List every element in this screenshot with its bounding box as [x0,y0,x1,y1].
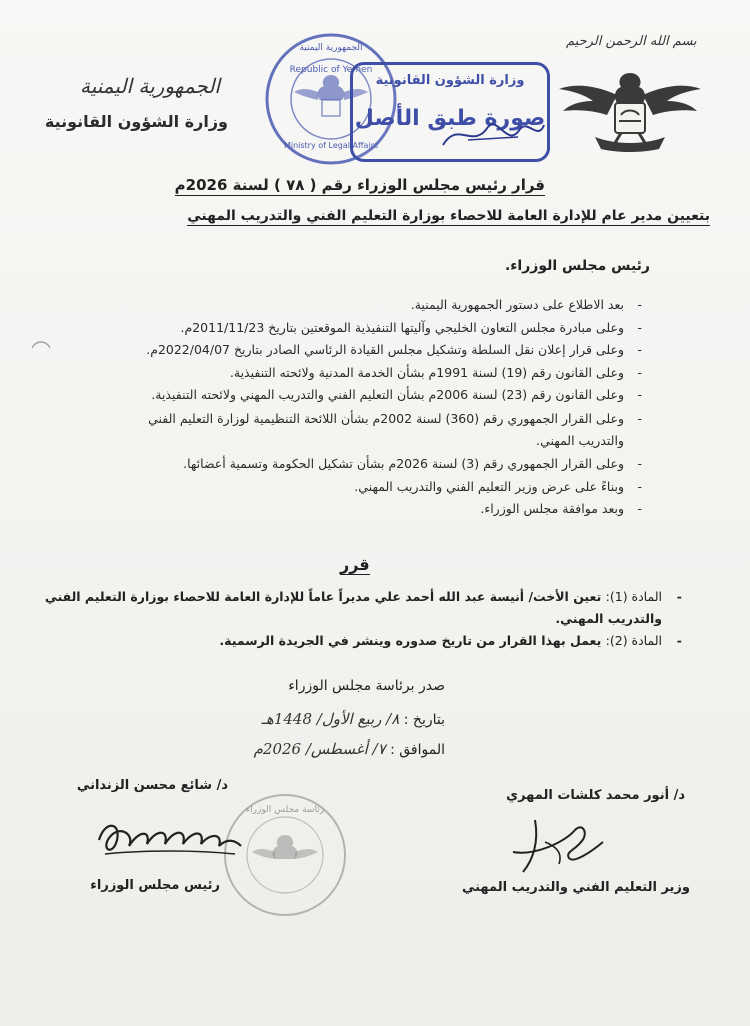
gregorian-date-line [254,740,445,758]
preamble-item: - وعلى القرار الجمهوري رقم (360) لسنة 2002م بشأن اللائحة التنظيمية لوزارة التعليم الفني والتدريب المهني. [102,408,642,452]
margin-mark [30,338,52,350]
article-label: المادة (2): [605,633,662,648]
article-item [42,630,682,652]
issued-by-line: صدر برئاسة مجلس الوزراء [288,678,445,694]
article-text: تعين الأخت/ أنيسة عبد الله أحمد علي مديراً عاماً للإدارة العامة للاحصاء بوزارة التعليم الفني والتدريب المهني. [44,589,662,626]
preamble-item: - وعلى القرار الجمهوري رقم (3) لسنة 2026م بشأن تشكيل الحكومة وتسمية أعضائها. [102,454,642,474]
prime-minister-title: رئيس مجلس الوزراء [90,878,220,893]
preamble-item: - وعلى القانون رقم (19) لسنة 1991م بشأن الخدمة المدنية ولائحته التنفيذية. [102,363,642,383]
minister-title: وزير التعليم الفني والتدريب المهني [461,880,690,895]
seal-ar-top-text: الجمهورية اليمنية [299,43,363,53]
seal-en-top-text: Republic of Yemen [289,65,373,75]
preamble-item: - وعلى القانون رقم (23) لسنة 2006م بشأن التعليم الفني والتدريب المهني ولائحته التنفيذية. [102,385,642,405]
decree-heading: قرر [340,555,370,574]
republic-heading: الجمهورية اليمنية [79,74,220,98]
decision-title: قرار رئيس مجلس الوزراء رقم ( ٧٨ ) لسنة 2026م [174,176,545,194]
article-label: المادة (1): [605,589,662,604]
basmala-text: بسم الله الرحمن الرحيم [566,34,697,49]
hijri-date-line [262,710,445,728]
cabinet-seal-text: رئاسة مجلس الوزراء [245,805,325,815]
ministry-heading: وزارة الشؤون القانونية [44,112,228,131]
addressee-line: رئيس مجلس الوزراء. [504,258,650,274]
stamp-copy-text: صورة طبق الأصل [354,106,546,131]
minister-signature [505,812,615,882]
decision-subject: بتعيين مدير عام للإدارة العامة للاحصاء بوزارة التعليم الفني والتدريب المهني [187,208,710,224]
prime-minister-signature [95,810,245,870]
hijri-date-label: بتاريخ : [403,712,445,728]
hijri-date-value: ٨/ ربيع الأول/ 1448هـ [261,710,400,728]
article-item [42,586,682,630]
yemen-eagle-emblem-icon [555,55,705,155]
preamble-item: - وبناءً على عرض وزير التعليم الفني والتدريب المهني. [102,477,642,497]
seal-en-bottom-text: Ministry of Legal Affairs [283,141,379,150]
preamble-item: - بعد الاطلاع على دستور الجمهورية اليمنية. [102,295,642,315]
preamble-item: - وعلى مبادرة مجلس التعاون الخليجي وآليتها التنفيذية الموقعتين بتاريخ 2011/11/23م. [102,318,642,338]
minister-name: د/ أنور محمد كلشات المهري [506,788,685,803]
prime-minister-name: د/ شائع محسن الزنداني [76,778,228,793]
stamp-ministry-text: وزارة الشؤون القانونية [375,73,525,88]
stamp-initial-signature [438,115,548,155]
articles-list [42,586,682,652]
article-text: يعمل بهذا القرار من تاريخ صدوره وينشر في الجريدة الرسمية. [219,633,602,648]
preamble-item: - وعلى قرار إعلان نقل السلطة وتشكيل مجلس القيادة الرئاسي الصادر بتاريخ 2022/04/07م. [102,340,642,360]
gregorian-date-label: الموافق : [390,742,445,758]
preamble-list [102,295,642,522]
preamble-item: - وبعد موافقة مجلس الوزراء. [102,499,642,519]
gregorian-date-value: ٧/ أغسطس/ 2026م [253,740,386,758]
